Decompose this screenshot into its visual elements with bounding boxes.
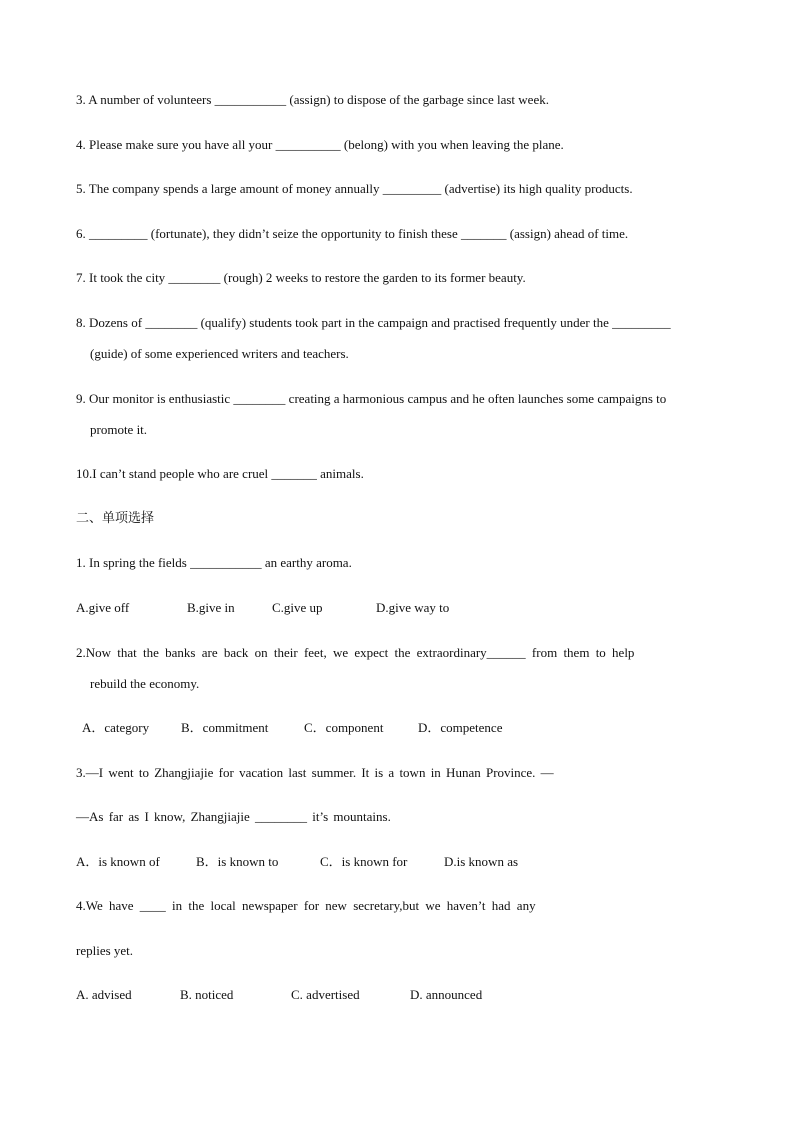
section-heading: 二、单项选择: [76, 511, 155, 526]
mc-question-3-option-b: B．is known to: [196, 854, 279, 869]
mc-question-1-stem: 1. In spring the fields ___________ an earthy aroma.: [76, 555, 352, 570]
fill-in-question-9-line-1: 9. Our monitor is enthusiastic ________ creating a harmonious campus and he often launches some campaigns to: [76, 391, 667, 406]
mc-question-2-option-a: A．category: [82, 720, 150, 735]
mc-question-2-stem-line-2: rebuild the economy.: [90, 676, 200, 691]
mc-question-4-stem-line-1: 4.We have ____ in the local newspaper for new secretary,but we haven’t had any: [76, 898, 536, 913]
fill-in-question-6: 6. _________ (fortunate), they didn’t seize the opportunity to finish these _______ (assign) ahead of time.: [76, 226, 629, 241]
fill-in-question-4: 4. Please make sure you have all your __________ (belong) with you when leaving the plane.: [76, 137, 564, 152]
mc-question-2-option-b: B．commitment: [181, 720, 269, 735]
fill-in-question-8-line-1: 8. Dozens of ________ (qualify) students took part in the campaign and practised frequently under the _________: [76, 315, 671, 330]
mc-question-4-option-a: A. advised: [76, 987, 132, 1002]
fill-in-question-7: 7. It took the city ________ (rough) 2 weeks to restore the garden to its former beauty.: [76, 270, 526, 285]
fill-in-question-3: 3. A number of volunteers ___________ (assign) to dispose of the garbage since last week.: [76, 92, 549, 107]
fill-in-question-8-line-2: (guide) of some experienced writers and teachers.: [90, 346, 349, 361]
mc-question-2-option-d: D．competence: [418, 720, 503, 735]
mc-question-2-stem-line-1: 2.Now that the banks are back on their feet, we expect the extraordinary______ from them to help: [76, 645, 635, 660]
mc-question-3-option-d: D.is known as: [444, 854, 519, 869]
mc-question-3-option-c: C．is known for: [320, 854, 408, 869]
mc-question-2-option-c: C．component: [304, 720, 384, 735]
mc-question-1-option-d: D.give way to: [376, 600, 450, 615]
mc-question-4-option-c: C. advertised: [291, 987, 360, 1002]
fill-in-question-10: 10.I can’t stand people who are cruel _______ animals.: [76, 466, 364, 481]
mc-question-4-stem-line-2: replies yet.: [76, 943, 134, 958]
mc-question-1-option-a: A.give off: [76, 600, 130, 615]
mc-question-4-option-b: B. noticed: [180, 987, 234, 1002]
mc-question-1-option-c: C.give up: [272, 600, 323, 615]
mc-question-3-option-a: A．is known of: [76, 854, 160, 869]
fill-in-question-9-line-2: promote it.: [90, 422, 148, 437]
mc-question-4-option-d: D. announced: [410, 987, 483, 1002]
mc-question-3-stem-line-2: —As far as I know, Zhangjiajie ________ it’s mountains.: [76, 809, 391, 824]
fill-in-question-5: 5. The company spends a large amount of money annually _________ (advertise) its high quality products.: [76, 181, 633, 196]
mc-question-3-stem-line-1: 3.—I went to Zhangjiajie for vacation last summer. It is a town in Hunan Province. —: [76, 765, 554, 780]
mc-question-1-option-b: B.give in: [187, 600, 235, 615]
